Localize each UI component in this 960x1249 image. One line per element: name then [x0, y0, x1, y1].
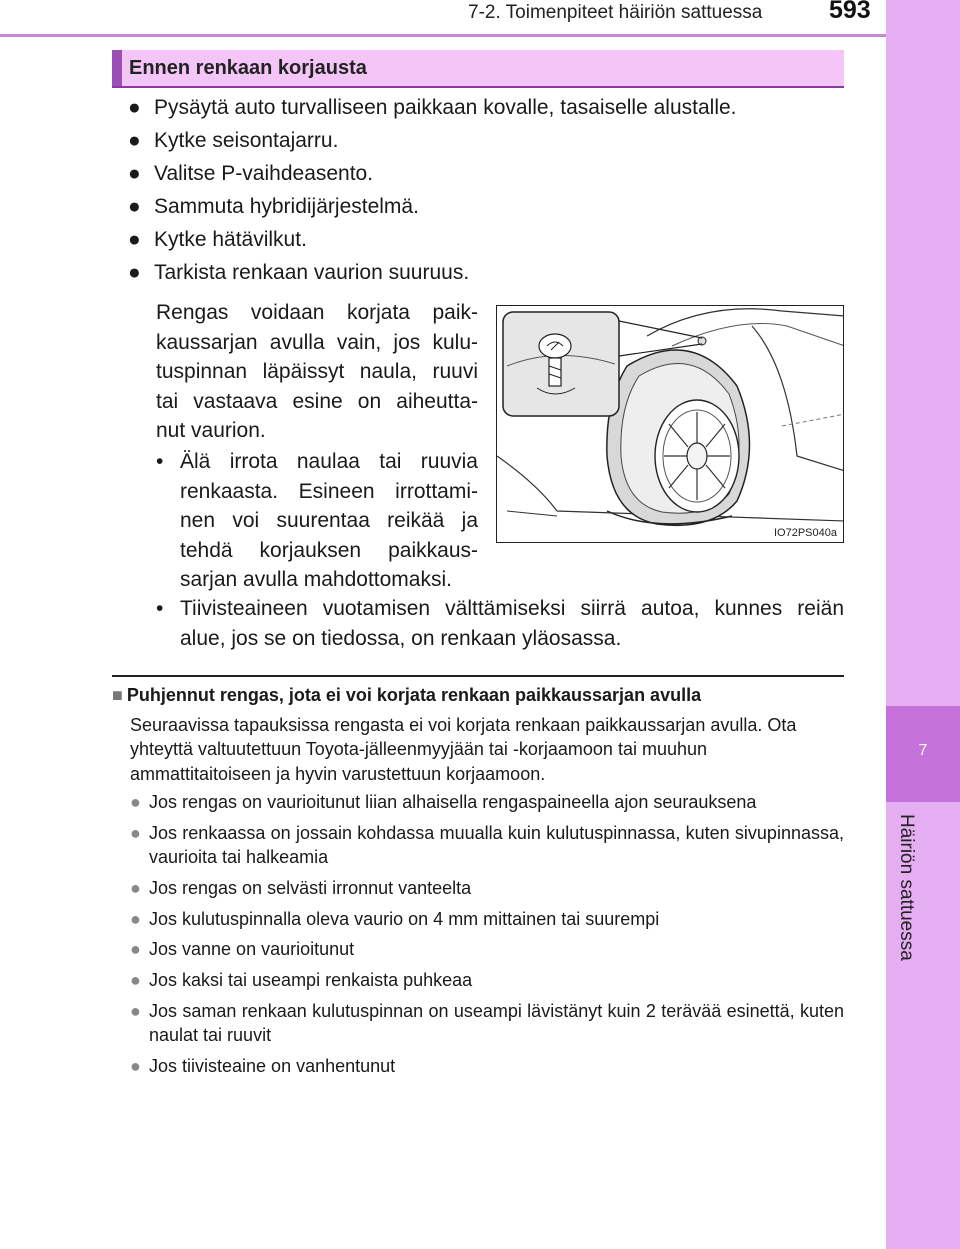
note-item-text: Jos rengas on vaurioitunut liian alhaisella rengaspaineella ajon seurauksena	[149, 792, 757, 812]
sub-bullet-line: nen voi suurentaa reikää ja	[180, 509, 478, 532]
tire-drawing	[497, 306, 844, 543]
sub-bullet-line: Tiivisteaineen vuotamisen välttämiseksi siirrä autoa, kunnes reiän	[180, 597, 844, 620]
figure-code: IO72PS040a	[774, 527, 837, 539]
note-item	[130, 790, 844, 814]
note-intro: Seuraavissa tapauksissa rengasta ei voi korjata renkaan paikkaussarjan avulla. Ota yhteyttä valtuutettuun Toyota-jälleenmyyjään tai -korjaamoon tai muuhun ammattitaitoiseen ja hyvin varustettuun korjaamoon.	[130, 715, 797, 784]
step-text: Tarkista renkaan vaurion suuruus.	[154, 261, 470, 284]
paragraph-line: tuspinnan läpäissyt naula, ruuvi	[156, 360, 478, 383]
bullet-icon: ●	[128, 162, 141, 185]
sub-bullet-line: alue, jos se on tiedossa, on renkaan yläosassa.	[180, 626, 622, 650]
header-rule	[0, 34, 886, 37]
step-text: Kytke hätävilkut.	[154, 228, 307, 251]
sub-bullet-mark: •	[156, 597, 164, 620]
step-item	[128, 96, 737, 120]
bullet-icon: ●	[128, 195, 141, 218]
sub-bullet-line: sarjan avulla mahdottomaksi.	[180, 568, 452, 591]
step-text: Pysäytä auto turvalliseen paikkaan kovalle, tasaiselle alustalle.	[154, 96, 737, 119]
note-item	[130, 937, 844, 961]
bullet-icon: ●	[130, 878, 141, 898]
note-item-text: Jos renkaassa on jossain kohdassa muualla kuin kulutuspinnassa, kuten sivupinnassa, vaurioita tai halkeamia	[149, 823, 844, 868]
bullet-icon: ●	[130, 1056, 141, 1076]
note-item-text: Jos kaksi tai useampi renkaista puhkeaa	[149, 970, 473, 990]
step-text: Kytke seisontajarru.	[154, 129, 339, 152]
step-item	[128, 195, 419, 219]
page-number: 593	[829, 0, 871, 24]
square-bullet-icon: ■	[112, 685, 123, 705]
note-item	[130, 876, 844, 900]
bullet-icon: ●	[128, 228, 141, 251]
note-item-text: Jos vanne on vaurioitunut	[149, 939, 355, 959]
step-item	[128, 228, 307, 252]
note-item	[130, 968, 844, 992]
bullet-icon: ●	[130, 909, 141, 929]
bullet-icon: ●	[128, 129, 141, 152]
section-title-bar	[112, 50, 122, 86]
note-item-text: Jos tiivisteaine on vanhentunut	[149, 1056, 396, 1076]
flat-tire-illustration	[496, 305, 844, 543]
side-tab-number: 7	[918, 742, 928, 759]
bullet-icon: ●	[130, 1001, 141, 1021]
sub-bullet	[156, 447, 478, 595]
sub-bullet-line: Älä irrota naulaa tai ruuvia	[180, 450, 478, 473]
note-item-text: Jos kulutuspinnalla oleva vaurio on 4 mm mittainen tai suurempi	[149, 909, 660, 929]
sub-bullet	[156, 594, 844, 653]
sub-bullet-line: tehdä korjauksen paikkaus-	[180, 538, 478, 562]
step-item	[128, 162, 373, 186]
sub-bullet-line: renkaasta. Esineen irrottami-	[180, 479, 478, 503]
step-text: Valitse P-vaihdeasento.	[154, 162, 374, 185]
bullet-icon: ●	[128, 261, 141, 284]
note-heading-text: Puhjennut rengas, jota ei voi korjata renkaan paikkaussarjan avulla	[126, 685, 702, 705]
note-item	[130, 999, 844, 1048]
step-item	[128, 129, 338, 153]
note-item	[130, 907, 844, 931]
bullet-icon: ●	[130, 823, 141, 843]
paragraph-line: nut vaurion.	[156, 419, 266, 442]
bullet-icon: ●	[130, 970, 141, 990]
bullet-icon: ●	[128, 96, 141, 119]
note-item	[130, 821, 844, 870]
repair-paragraph	[156, 298, 478, 446]
bullet-icon: ●	[130, 939, 141, 959]
section-divider	[112, 675, 844, 677]
side-tab	[886, 0, 960, 1249]
chapter-header: 7-2. Toimenpiteet häiriön sattuessa	[468, 2, 763, 23]
paragraph-line: kaussarjan avulla vain, jos kulu-	[156, 330, 478, 354]
step-item	[128, 261, 469, 285]
bullet-icon: ●	[130, 792, 141, 812]
note-heading	[112, 685, 701, 706]
step-text: Sammuta hybridijärjestelmä.	[154, 195, 419, 218]
section-title: Ennen renkaan korjausta	[129, 57, 367, 79]
side-tab-label: Häiriön sattuessa	[896, 814, 917, 961]
paragraph-line: Rengas voidaan korjata paik-	[156, 301, 478, 324]
sub-bullet-mark: •	[156, 450, 164, 473]
note-item	[130, 1054, 844, 1078]
section-title-box	[112, 50, 844, 88]
note-item-text: Jos saman renkaan kulutuspinnan on useampi lävistänyt kuin 2 terävää esinettä, kuten naulat tai ruuvit	[149, 1001, 844, 1046]
note-item-text: Jos rengas on selvästi irronnut vanteelta	[149, 878, 472, 898]
paragraph-line: tai vastaava esine on aiheutta-	[156, 389, 478, 413]
